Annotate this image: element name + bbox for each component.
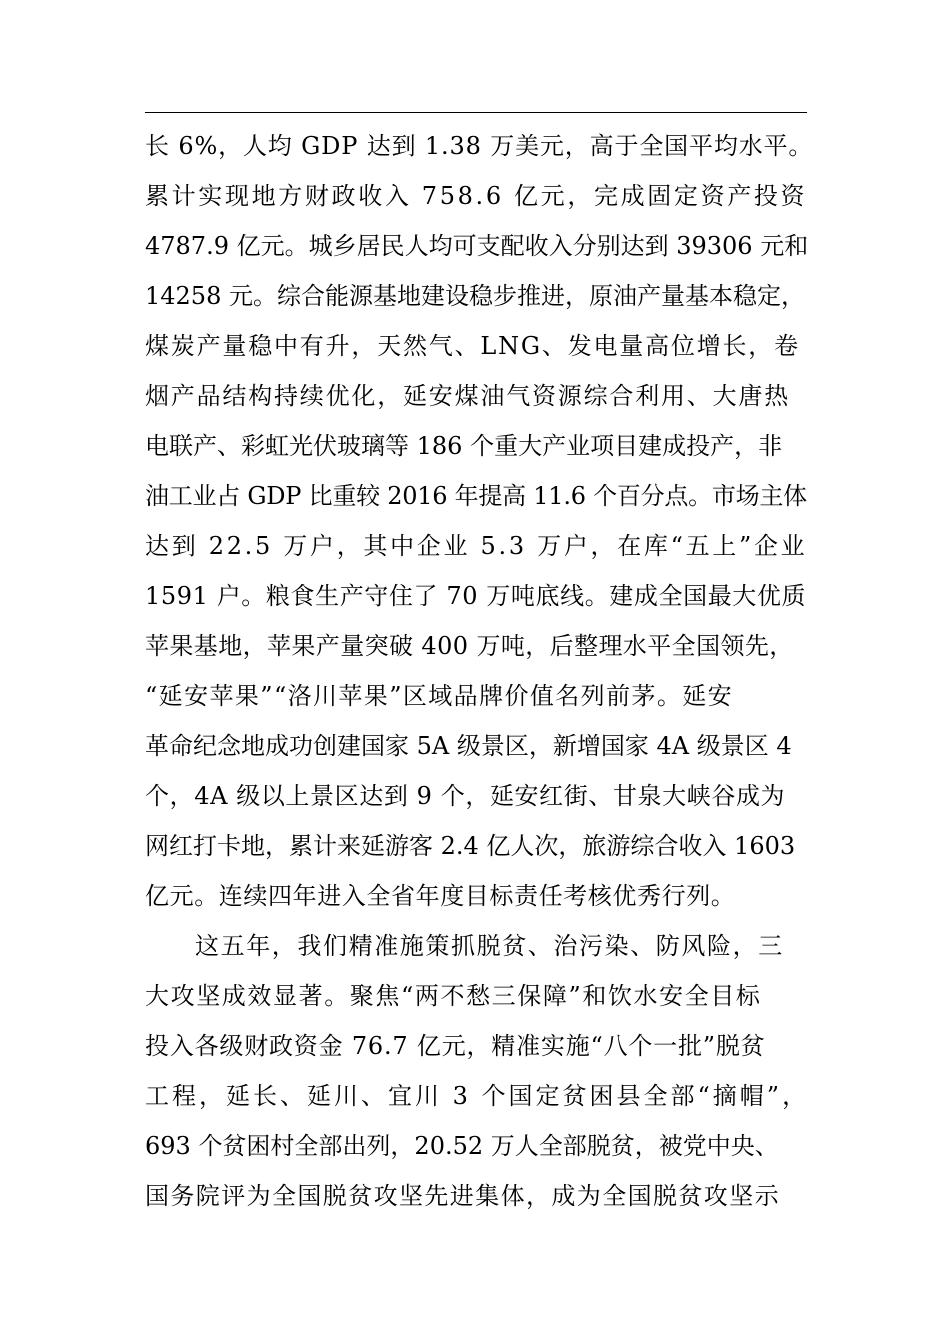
- text-line: 693 个贫困村全部出列，20.52 万人全部脱贫，被党中央、: [145, 1132, 779, 1160]
- body-text: [145, 121, 813, 1221]
- text-line: 1591 户。粮食生产守住了 70 万吨底线。建成全国最大优质: [145, 582, 807, 610]
- text-line: 烟产品结构持续优化，延安煤油气资源综合利用、大唐热: [145, 382, 790, 410]
- text-line: 革命纪念地成功创建国家 5A 级景区，新增国家 4A 级景区 4: [145, 732, 792, 760]
- text-line: 电联产、彩虹光伏玻璃等 186 个重大产业项目建成投产，非: [145, 432, 783, 460]
- text-line: 14258 元。综合能源基地建设稳步推进，原油产量基本稳定，: [145, 282, 805, 310]
- text-line: 累计实现地方财政收入 758.6 亿元，完成固定资产投资: [145, 182, 808, 210]
- text-line: 大攻坚成效显著。聚焦“两不愁三保障”和饮水安全目标: [145, 982, 762, 1010]
- header-rule: [145, 112, 807, 113]
- text-line: 亿元。连续四年进入全省年度目标责任考核优秀行列。: [145, 882, 736, 910]
- text-line: 4787.9 亿元。城乡居民人均可支配收入分别达到 39306 元和: [145, 232, 809, 260]
- text-line: 国务院评为全国脱贫攻坚先进集体，成为全国脱贫攻坚示: [145, 1182, 780, 1210]
- text-line: 工程，延长、延川、宜川 3 个国定贫困县全部“摘帽”，: [145, 1082, 810, 1110]
- text-line: 个，4A 级以上景区达到 9 个，延安红街、甘泉大峡谷成为: [145, 782, 786, 810]
- text-line: 达到 22.5 万户，其中企业 5.3 万户，在库“五上”企业: [145, 532, 808, 560]
- text-line: 油工业占 GDP 比重较 2016 年提高 11.6 个百分点。市场主体: [145, 482, 807, 510]
- text-line: 苹果基地，苹果产量突破 400 万吨，后整理水平全国领先，: [145, 632, 794, 660]
- text-line: 网红打卡地，累计来延游客 2.4 亿人次，旅游综合收入 1603: [145, 832, 796, 860]
- text-line: “延安苹果”“洛川苹果”区域品牌价值名列前茅。延安: [145, 682, 734, 710]
- text-line: 这五年，我们精准施策抓脱贫、治污染、防风险，三: [195, 932, 784, 960]
- text-line: 煤炭产量稳中有升，天然气、LNG、发电量高位增长，卷: [145, 332, 800, 360]
- text-line: 投入各级财政资金 76.7 亿元，精准实施“八个一批”脱贫: [145, 1032, 766, 1060]
- text-line: 长 6%，人均 GDP 达到 1.38 万美元，高于全国平均水平。: [145, 132, 814, 160]
